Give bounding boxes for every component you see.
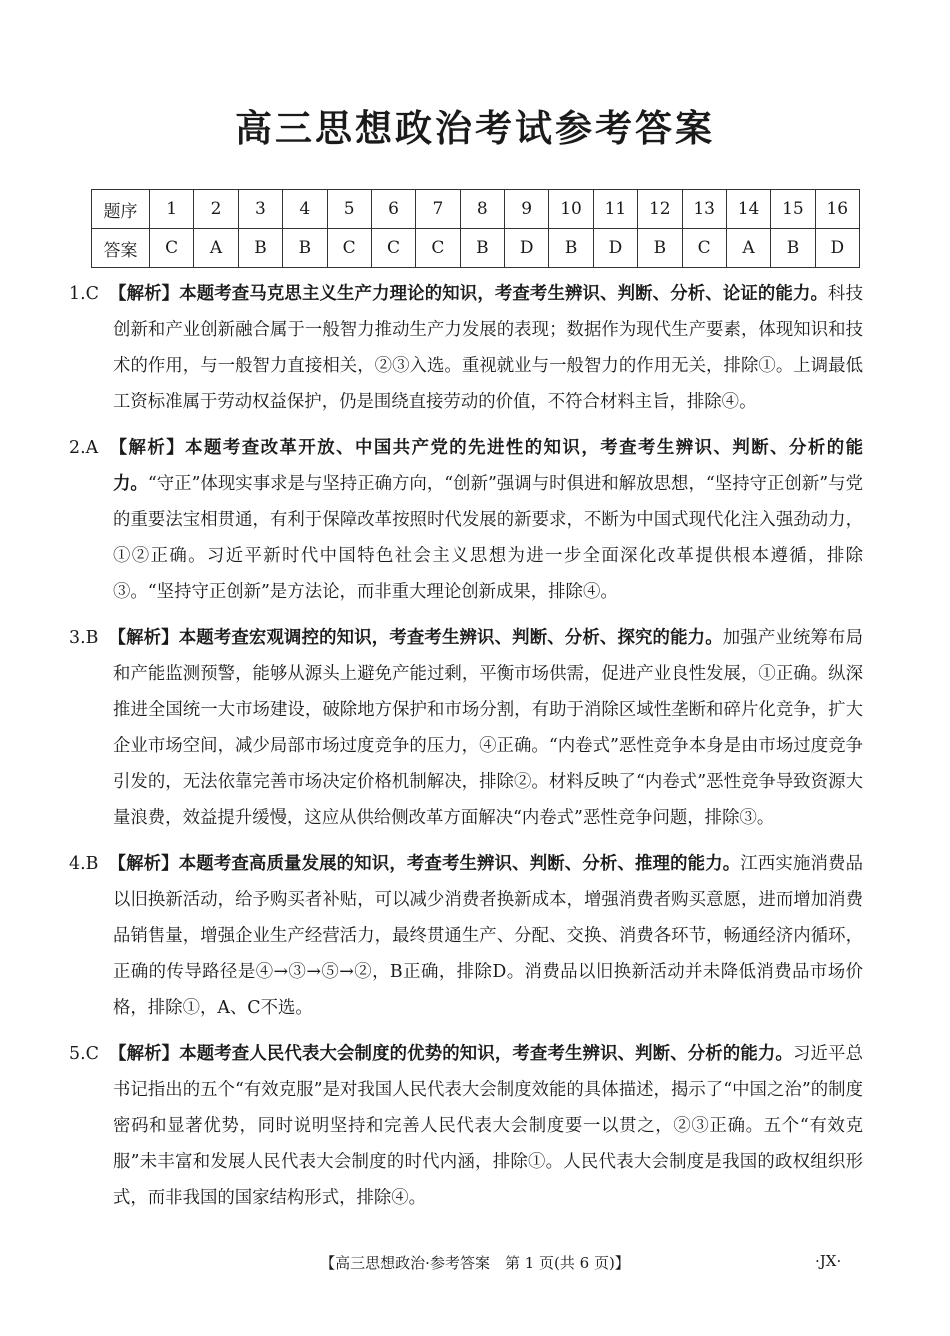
answer-cell: A — [194, 229, 238, 268]
question-number-cell: 9 — [505, 190, 549, 229]
answer-cell: C — [371, 229, 415, 268]
analysis-heading: 【解析】本题考查马克思主义生产力理论的知识，考查考生辨识、判断、分析、论证的能力。 — [108, 284, 829, 304]
question-number-cell: 12 — [638, 190, 682, 229]
item-number: 5.C — [69, 1044, 99, 1064]
item-number: 1.C — [69, 284, 99, 304]
analysis-heading: 【解析】本题考查宏观调控的知识，考查考生辨识、判断、分析、探究的能力。 — [108, 628, 723, 648]
analysis-item — [69, 430, 863, 610]
question-number-cell: 10 — [549, 190, 593, 229]
question-number-cell: 7 — [416, 190, 460, 229]
analysis-body: 江西实施消费品以旧换新活动，给予购买者补贴，可以减少消费者换新成本，增强消费者购买意愿，进而增加消费品销售量，增强企业生产经营活力，最终贯通生产、分配、交换、消费各环节，畅通经济内循环，正确的传导路径是④→③→⑤→②，B正确，排除D。消费品以旧换新活动并未降低消费品市场价格，排除①，A、C不选。 — [113, 854, 863, 1018]
analysis-heading: 【解析】本题考查人民代表大会制度的优势的知识，考查考生辨识、判断、分析的能力。 — [108, 1044, 793, 1064]
answer-cell: C — [327, 229, 371, 268]
question-number-cell: 3 — [238, 190, 282, 229]
question-number-cell: 4 — [283, 190, 327, 229]
answer-cell: C — [416, 229, 460, 268]
answer-cell: B — [238, 229, 282, 268]
question-number-cell: 13 — [682, 190, 726, 229]
item-number: 2.A — [69, 438, 99, 458]
answer-cell: D — [593, 229, 637, 268]
analysis-body: “守正”体现实事求是与坚持正确方向，“创新”强调与时俱进和解放思想，“坚持守正创新”与党的重要法宝相贯通，有利于保障改革按照时代发展的新要求，不断为中国式现代化注入强劲动力，①②正确。习近平新时代中国特色社会主义思想为进一步全面深化改革提供根本遵循，排除③。“坚持守正创新”是方法论，而非重大理论创新成果，排除④。 — [113, 474, 863, 602]
footer-mark: ·JX· — [815, 1252, 842, 1270]
analysis-item — [69, 1036, 863, 1216]
question-number-cell: 1 — [150, 190, 194, 229]
question-number-cell: 14 — [726, 190, 770, 229]
analysis-list — [69, 276, 863, 1226]
answer-cell: B — [549, 229, 593, 268]
answer-cell: D — [815, 229, 859, 268]
question-number-cell: 6 — [371, 190, 415, 229]
answer-cell: B — [771, 229, 815, 268]
answer-cell: C — [682, 229, 726, 268]
question-number-cell: 15 — [771, 190, 815, 229]
question-number-cell: 2 — [194, 190, 238, 229]
analysis-item — [69, 276, 863, 420]
question-number-cell: 16 — [815, 190, 859, 229]
answer-cell: B — [638, 229, 682, 268]
analysis-item — [69, 620, 863, 836]
answer-cell: B — [460, 229, 504, 268]
question-number-cell: 5 — [327, 190, 371, 229]
answer-cell: B — [283, 229, 327, 268]
row-label-number: 题序 — [92, 190, 150, 229]
analysis-body: 加强产业统筹布局和产能监测预警，能够从源头上避免产能过剩，平衡市场供需，促进产业良性发展，①正确。纵深推进全国统一大市场建设，破除地方保护和市场分割，有助于消除区域性垄断和碎片化竞争，扩大企业市场空间，减少局部市场过度竞争的压力，④正确。“内卷式”恶性竞争本身是由市场过度竞争引发的，无法依靠完善市场决定价格机制解决，排除②。材料反映了“内卷式”恶性竞争导致资源大量浪费，效益提升缓慢，这应从供给侧改革方面解决“内卷式”恶性竞争问题，排除③。 — [113, 628, 863, 828]
question-number-cell: 11 — [593, 190, 637, 229]
item-number: 4.B — [69, 854, 99, 874]
number-row — [92, 190, 860, 229]
answer-table — [91, 189, 860, 268]
analysis-body: 习近平总书记指出的五个“有效克服”是对我国人民代表大会制度效能的具体描述，揭示了“中国之治”的制度密码和显著优势，同时说明坚持和完善人民代表大会制度要一以贯之，②③正确。五个“有效克服”未丰富和发展人民代表大会制度的时代内涵，排除①。人民代表大会制度是我国的政权组织形式，而非我国的国家结构形式，排除④。 — [113, 1044, 863, 1208]
answer-cell: C — [150, 229, 194, 268]
analysis-heading: 【解析】本题考查改革开放、中国共产党的先进性的知识，考查考生辨识、判断、分析的能力。 — [108, 438, 863, 494]
answer-cell: A — [726, 229, 770, 268]
page-title: 高三思想政治考试参考答案 — [235, 107, 715, 150]
page-footer: 【高三思想政治·参考答案 第 1 页(共 6 页)】 — [320, 1254, 630, 1272]
item-number: 3.B — [69, 628, 99, 648]
analysis-item — [69, 846, 863, 1026]
row-label-answer: 答案 — [92, 229, 150, 268]
analysis-heading: 【解析】本题考查高质量发展的知识，考查考生辨识、判断、分析、推理的能力。 — [108, 854, 741, 874]
answer-cell: D — [505, 229, 549, 268]
analysis-body: 科技创新和产业创新融合属于一般智力推动生产力发展的表现；数据作为现代生产要素，体现知识和技术的作用，与一般智力直接相关，②③入选。重视就业与一般智力的作用无关，排除①。上调最低工资标准属于劳动权益保护，仍是围绕直接劳动的价值，不符合材料主旨，排除④。 — [113, 284, 863, 412]
answer-row — [92, 229, 860, 268]
question-number-cell: 8 — [460, 190, 504, 229]
